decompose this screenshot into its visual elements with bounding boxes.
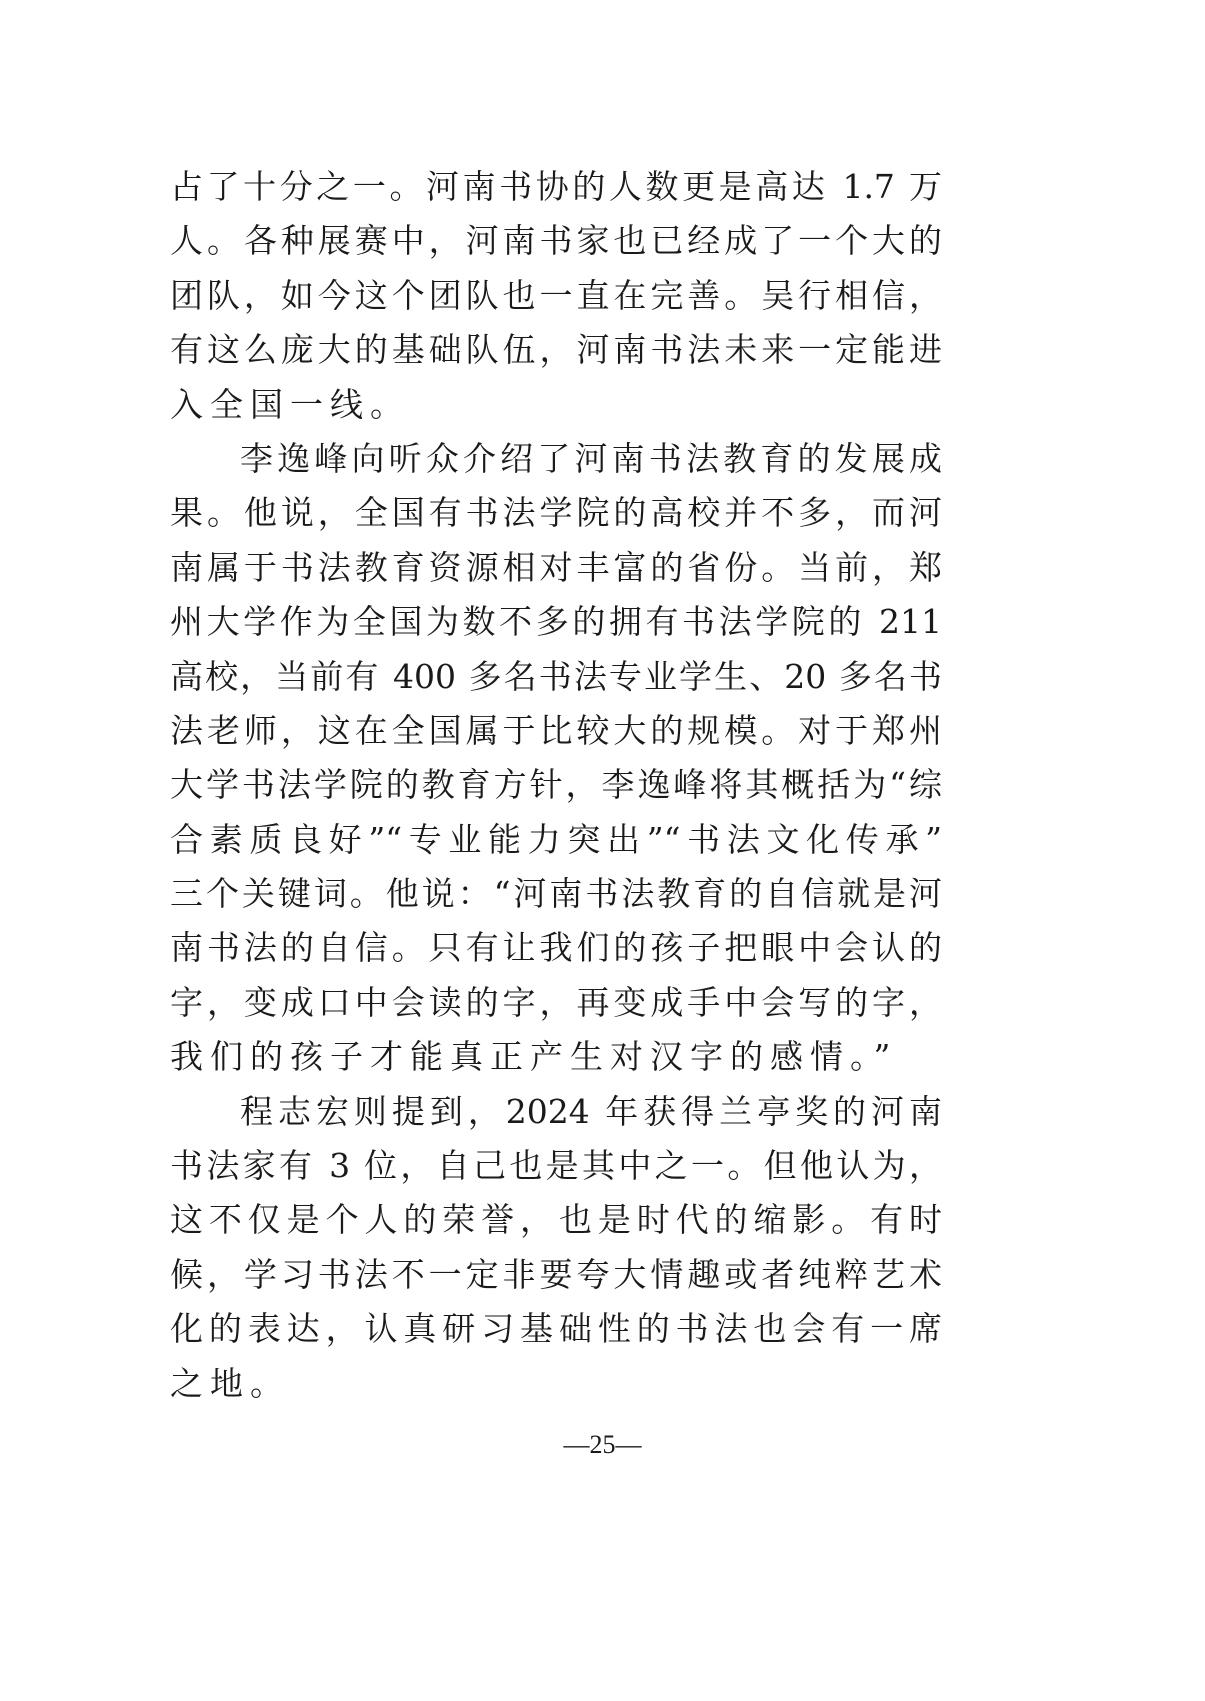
text-line: 字，变成口中会读的字，再变成手中会写的字，: [170, 982, 942, 1022]
text-line: 化的表达，认真研习基础性的书法也会有一席: [170, 1309, 942, 1349]
text-line: 李逸峰向听众介绍了河南书法教育的发展成: [240, 438, 942, 478]
text-line: 法老师，这在全国属于比较大的规模。对于郑州: [170, 710, 942, 750]
text-line: 州大学作为全国为数不多的拥有书法学院的 211: [170, 602, 942, 642]
text-line: 有这么庞大的基础队伍，河南书法未来一定能进: [170, 330, 942, 370]
text-line: 三个关键词。他说：“河南书法教育的自信就是河: [170, 874, 942, 914]
text-line: 人。各种展赛中，河南书家也已经成了一个大的: [170, 221, 942, 261]
paragraph: [170, 432, 942, 1085]
body-text: [170, 160, 942, 1411]
page-number: —25—: [563, 1430, 642, 1459]
text-line: 合素质良好”“专业能力突出”“书法文化传承”: [170, 819, 942, 859]
text-line: 占了十分之一。河南书协的人数更是高达 1.7 万: [170, 167, 942, 206]
text-line: 候，学习书法不一定非要夸大情趣或者纯粹艺术: [170, 1254, 942, 1294]
text-line: 程志宏则提到，2024 年获得兰亭奖的河南: [240, 1091, 942, 1131]
paragraph: [170, 160, 942, 432]
text-line: 团队，如今这个团队也一直在完善。吴行相信，: [170, 275, 942, 315]
text-line: 入全国一线。: [170, 384, 410, 424]
text-line: 书法家有 3 位，自己也是其中之一。但他认为，: [170, 1146, 942, 1186]
text-line: 我们的孩子才能真正产生对汉字的感情。”: [170, 1037, 898, 1077]
text-line: 南属于书法教育资源相对丰富的省份。当前，郑: [170, 547, 942, 587]
text-line: 高校，当前有 400 多名书法专业学生、20 多名书: [170, 656, 942, 696]
text-line: 这不仅是个人的荣誉，也是时代的缩影。有时: [170, 1200, 942, 1240]
text-line: 之地。: [170, 1363, 290, 1403]
text-line: 果。他说，全国有书法学院的高校并不多，而河: [170, 493, 942, 533]
paragraph: [170, 1085, 942, 1411]
text-line: 南书法的自信。只有让我们的孩子把眼中会认的: [170, 928, 942, 968]
text-line: 大学书法学院的教育方针，李逸峰将其概括为“综: [170, 765, 942, 805]
